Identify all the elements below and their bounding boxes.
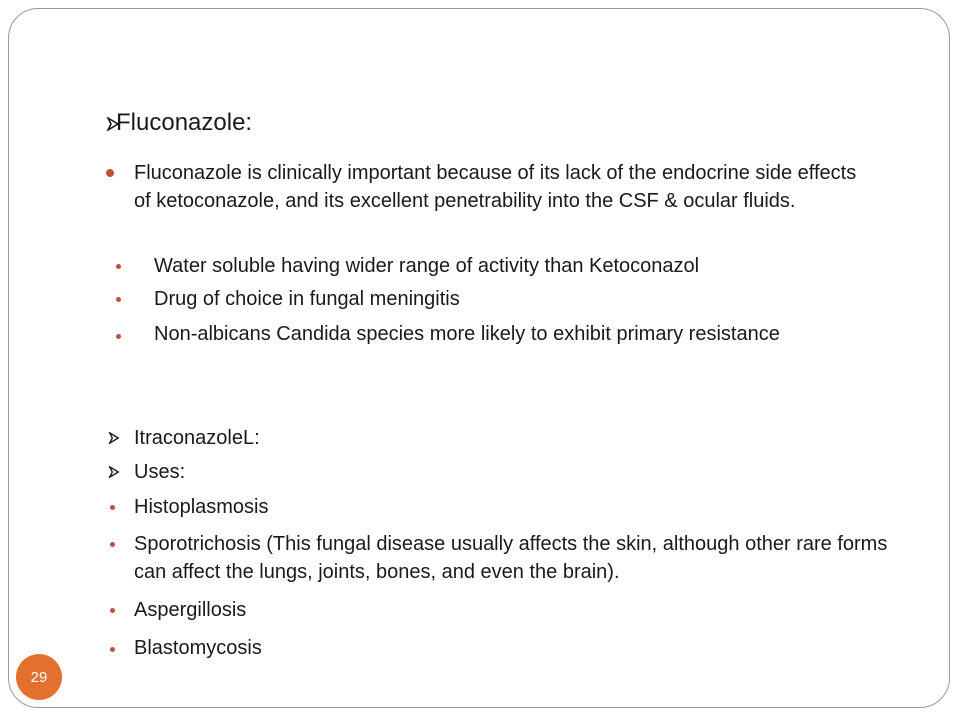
dot-bullet-icon: [116, 334, 121, 339]
dot-bullet-icon: [116, 297, 121, 302]
dot-bullet-icon: [106, 169, 114, 177]
arrow-bullet-icon: [108, 432, 120, 444]
use-item: Histoplasmosis: [134, 496, 269, 518]
page-number-badge: 29: [16, 654, 62, 700]
use-item: Blastomycosis: [134, 637, 262, 659]
dot-bullet-icon: [110, 608, 115, 613]
use-item: Aspergillosis: [134, 599, 247, 621]
fluconazole-point: Water soluble having wider range of activity than Ketoconazol: [154, 255, 700, 277]
uses-heading: Uses:: [134, 461, 186, 483]
dot-bullet-icon: [110, 505, 115, 510]
itraconazole-heading: ItraconazoleL:: [134, 427, 260, 449]
arrow-bullet-icon: [108, 466, 120, 478]
dot-bullet-icon: [116, 264, 121, 269]
use-item: Sporotrichosis (This fungal disease usually affects the skin, although other rare forms can affect the lungs, joints, bones, and even the brain).: [134, 533, 888, 583]
fluconazole-main-text: Fluconazole is clinically important because of its lack of the endocrine side effects of ketoconazole, and its excellent penetrability into the CSF & ocular fluids.: [134, 162, 857, 212]
dot-bullet-icon: [110, 542, 115, 547]
dot-bullet-icon: [110, 647, 115, 652]
fluconazole-point: Non-albicans Candida species more likely to exhibit primary resistance: [154, 323, 780, 345]
slide-title: Fluconazole:: [116, 109, 253, 136]
fluconazole-point: Drug of choice in fungal meningitis: [154, 288, 460, 310]
